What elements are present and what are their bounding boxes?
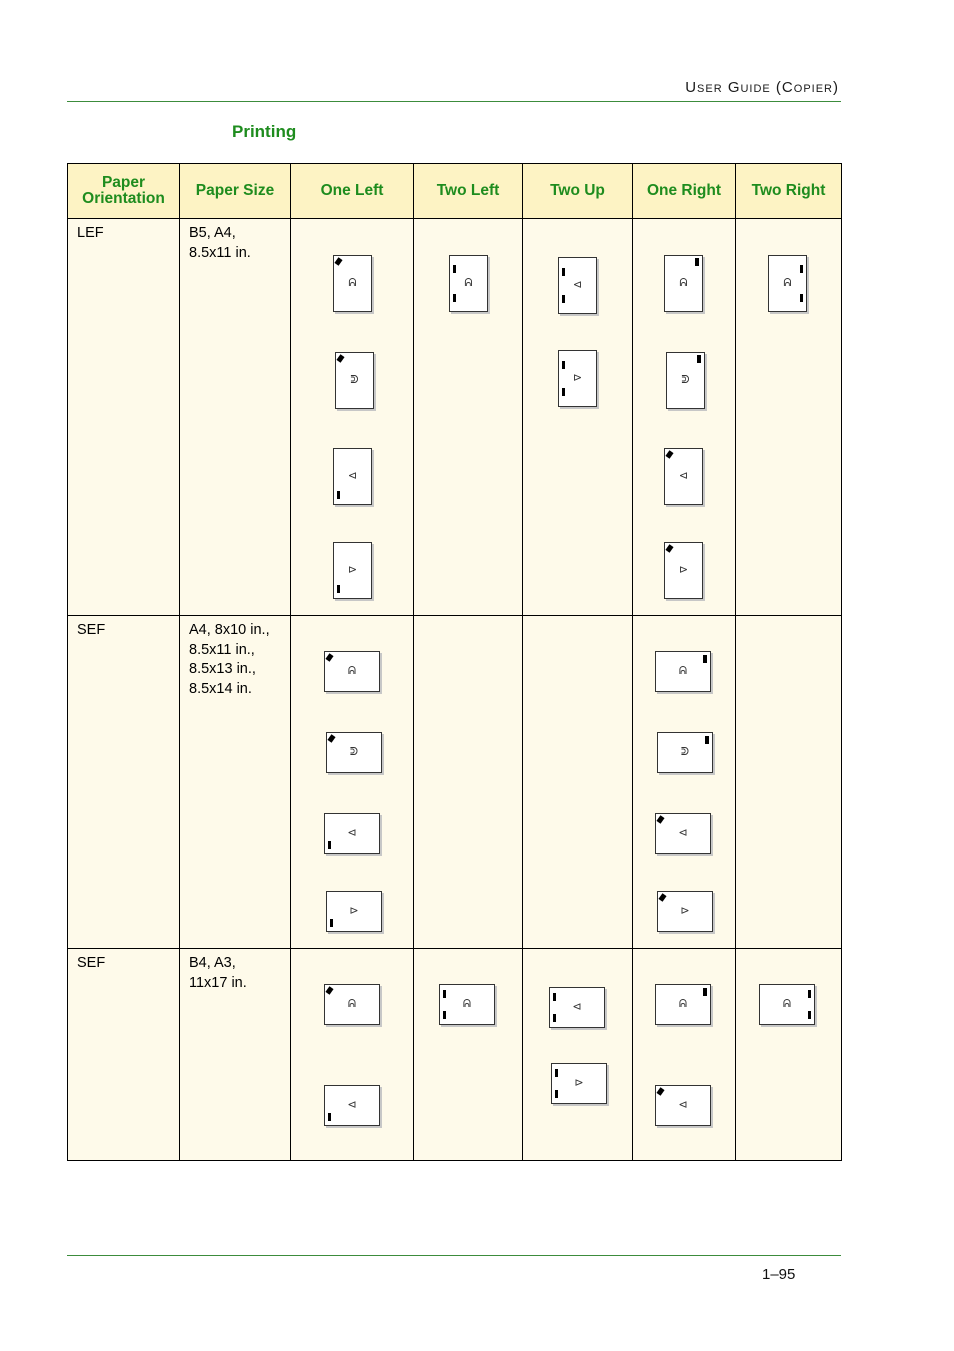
- staple-diagram-icon: ᕱ: [324, 651, 380, 692]
- cell-two-right: [736, 949, 842, 1161]
- staple-diagram-icon: ⊳: [551, 1063, 607, 1104]
- orientation-value: LEF: [77, 225, 104, 241]
- cell-two-up: [523, 616, 633, 949]
- cell-one-right: [633, 219, 736, 616]
- col-header-two-left: Two Left: [414, 164, 523, 219]
- cell-two-right: [736, 616, 842, 949]
- staple-diagram-icon: ᕲ: [657, 732, 713, 773]
- cell-two-left: [414, 616, 523, 949]
- cell-two-left: [414, 219, 523, 616]
- staple-diagram-icon: ⊳: [657, 891, 713, 932]
- cell-one-right: [633, 949, 736, 1161]
- staple-diagram-icon: ᕱ: [655, 651, 711, 692]
- staple-diagram-icon: ⊲: [558, 257, 597, 314]
- page-number: 1–95: [762, 1266, 796, 1283]
- table-row: [68, 949, 842, 1161]
- table-row: [68, 616, 842, 949]
- staple-diagram-icon: ⊲: [664, 448, 703, 505]
- cell-two-left: [414, 949, 523, 1161]
- cell-two-up: [523, 219, 633, 616]
- cell-paper-size: [180, 219, 291, 616]
- cell-two-right: [736, 219, 842, 616]
- cell-one-left: [291, 616, 414, 949]
- orientation-value: SEF: [77, 622, 106, 638]
- cell-orientation: [68, 616, 180, 949]
- cell-one-left: [291, 219, 414, 616]
- staple-diagram-icon: ᕱ: [664, 255, 703, 312]
- staple-diagram-icon: ᕲ: [326, 732, 382, 773]
- cell-orientation: [68, 219, 180, 616]
- staple-diagram-icon: ᕱ: [655, 984, 711, 1025]
- staple-diagram-icon: ⊳: [326, 891, 382, 932]
- staple-diagram-icon: ⊳: [558, 350, 597, 407]
- cell-paper-size: [180, 949, 291, 1161]
- cell-paper-size: [180, 616, 291, 949]
- col-header-orientation: Paper Orientation: [68, 164, 180, 219]
- cell-one-right: [633, 616, 736, 949]
- col-header-two-right: Two Right: [736, 164, 842, 219]
- paper-size-line: B4, A3,: [189, 955, 236, 971]
- col-header-two-up: Two Up: [523, 164, 633, 219]
- staple-diagram-icon: ⊳: [664, 542, 703, 599]
- staple-diagram-icon: ᕱ: [759, 984, 815, 1025]
- staple-diagram-icon: ⊲: [549, 987, 605, 1028]
- col-header-one-right: One Right: [633, 164, 736, 219]
- running-header: User Guide (Copier): [685, 79, 839, 96]
- paper-size-line: 8.5x11 in.,: [189, 641, 255, 658]
- col-header-one-left: One Left: [291, 164, 414, 219]
- paper-size-line: A4, 8x10 in.,: [189, 622, 270, 638]
- staple-diagram-icon: ⊲: [324, 813, 380, 854]
- staple-diagram-icon: ᕱ: [333, 255, 372, 312]
- table-row: [68, 219, 842, 616]
- staple-diagram-icon: ᕲ: [666, 352, 705, 409]
- staple-diagram-icon: ᕱ: [449, 255, 488, 312]
- staple-diagram-icon: ᕱ: [768, 255, 807, 312]
- paper-size-line: 8.5x11 in.: [189, 244, 251, 261]
- orientation-value: SEF: [77, 955, 106, 971]
- staple-diagram-icon: ⊲: [324, 1085, 380, 1126]
- staple-diagram-icon: ᕱ: [324, 984, 380, 1025]
- paper-size-line: 8.5x13 in.,: [189, 661, 256, 677]
- footer-rule: [67, 1255, 841, 1256]
- staple-diagram-icon: ᕱ: [439, 984, 495, 1025]
- paper-size-line: 11x17 in.: [189, 974, 247, 991]
- paper-size-line: B5, A4,: [189, 225, 236, 241]
- staple-diagram-icon: ⊲: [655, 813, 711, 854]
- staple-diagram-icon: ⊳: [333, 542, 372, 599]
- cell-two-up: [523, 949, 633, 1161]
- staple-position-table: [67, 163, 842, 1161]
- staple-diagram-icon: ⊲: [333, 448, 372, 505]
- table-header-row: [68, 164, 842, 219]
- staple-diagram-icon: ⊲: [655, 1085, 711, 1126]
- header-rule: [67, 101, 841, 102]
- paper-size-line: 8.5x14 in.: [189, 680, 252, 697]
- cell-orientation: [68, 949, 180, 1161]
- staple-diagram-icon: ᕲ: [335, 352, 374, 409]
- section-title: Printing: [232, 122, 297, 141]
- cell-one-left: [291, 949, 414, 1161]
- col-header-paper-size: Paper Size: [180, 164, 291, 219]
